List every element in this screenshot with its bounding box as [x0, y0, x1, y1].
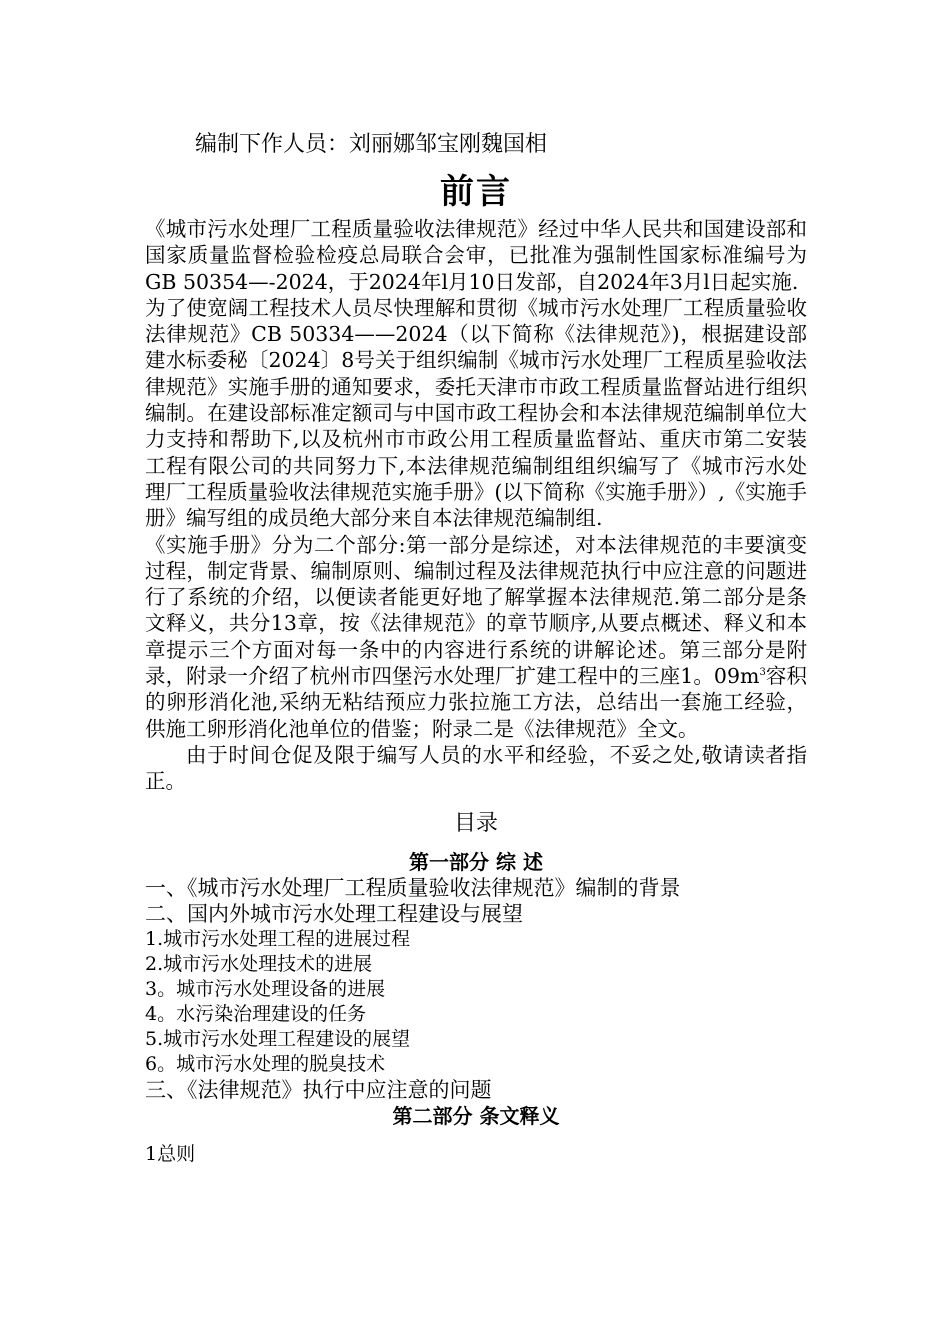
- preface-paragraph-3-text-a: 《实施手册》分为二个部分:第一部分是综述，对本法律规范的丰要演变过程，制定背景、编制原则、编制过程及法律规范执行中应注意的问题进行了系统的介绍，以便读者能更好地了解掌握本法律规范.第二部分是条文释义，共分13章，按《法律规范》的章节顺序,从要点概述、释义和本章提示三个方面对每一条中的内容进行系统的讲解论述。第三部分是附录，附录一介绍了杭州市四堡污水处理厂扩建工程中的三座1。09m: [145, 532, 807, 689]
- toc-chapter-1: 1总则: [145, 1142, 196, 1165]
- document-page: [145, 128, 807, 1167]
- superscript-3: 3: [759, 667, 766, 679]
- staff-line: 编制下作人员：刘丽娜邹宝刚魏国相: [195, 132, 548, 157]
- preface-paragraph-3: [145, 532, 807, 742]
- toc-subitem: 4。水污染治理建设的任务: [145, 1002, 367, 1025]
- toc-subitem: 5.城市污水处理工程建设的展望: [145, 1027, 411, 1050]
- toc-subitem: 3。城市污水处理设备的进展: [145, 977, 386, 1000]
- toc-title: 目录: [453, 810, 498, 836]
- part-1-title: 第一部分 综 述: [409, 849, 543, 874]
- preface-paragraph-1: 《城市污水处理厂工程质量验收法律规范》经过中华人民共和国建设部和国家质量监督检验检疫总局联合会审，已批准为强制性国家标准编号为GB 50354—-2024，于2024年l月10日发部，自2024年3月l日起实施.: [145, 217, 807, 294]
- toc-subitem: 2.城市污水处理技术的进展: [145, 952, 373, 975]
- toc-item: 二、国内外城市污水处理工程建设与展望: [145, 901, 523, 926]
- preface-title: 前言: [440, 172, 512, 212]
- toc-subitem: 6。城市污水处理的脱臭技术: [145, 1052, 386, 1075]
- toc-item: 一、《城市污水处理厂工程质量验收法律规范》编制的背景: [145, 875, 681, 900]
- preface-paragraph-3-text-b: 容积的卵形消化池,采纳无粘结预应力张拉施工方法，总结出一套施工经验，供施工卵形消化池单位的借鉴；附录二是《法律规范》全文。: [145, 664, 807, 741]
- preface-paragraph-4: 由于时间仓促及限于编写人员的水平和经验，不妥之处,敬请读者指正。: [145, 742, 807, 794]
- part-2-title: 第二部分 条文释义: [392, 1103, 560, 1128]
- toc-subitem: 1.城市污水处理工程的进展过程: [145, 927, 411, 950]
- preface-paragraph-2: 为了使宽阔工程技术人员尽快理解和贯彻《城市污水处理厂工程质量验收法律规范》CB 50334——2024（以下简称《法律规范》)，根据建设部建水标委秘〔2024〕8号关于组织编制《城市污水处理厂工程质星验收法律规范》实施手册的通知要求，委托天津市市政工程质量监督站进行组织编制。在建设部标准定额司与中国市政工程协会和本法律规范编制单位大力支持和帮助下,以及杭州市市政公用工程质量监督站、重庆市第二安装工程有限公司的共同努力下,本法律规范编制组组织编写了《城市污水处理厂工程质量验收法律规范实施手册》(以下简称《实施手册》）,《实施手册》编写组的成员绝大部分来自本法律规范编制组.: [145, 295, 807, 531]
- toc-item: 三、《法律规范》执行中应注意的问题: [145, 1077, 492, 1102]
